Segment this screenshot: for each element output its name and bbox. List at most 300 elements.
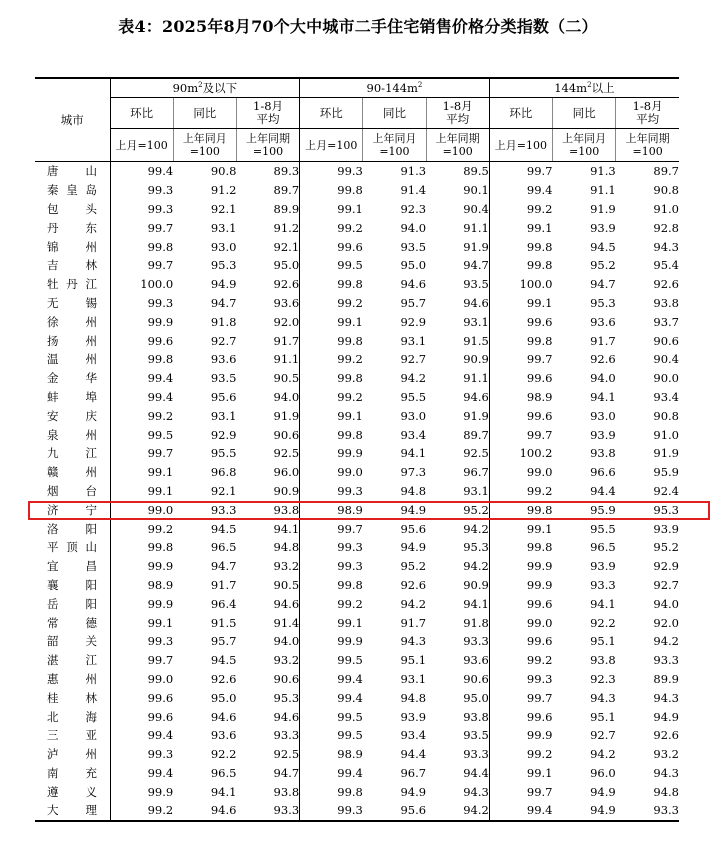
- city-cell: [35, 181, 110, 200]
- value-cell: 99.8: [337, 277, 363, 292]
- value-cell: 99.2: [147, 408, 174, 423]
- value-cell: 89.7: [653, 164, 679, 179]
- value-cell: 99.8: [337, 784, 363, 799]
- table-row: [35, 726, 679, 745]
- city-name: 济 宁: [47, 502, 97, 517]
- city-cell: [35, 444, 110, 463]
- value-cell: 95.5: [210, 446, 237, 461]
- value-cell: 92.9: [653, 559, 679, 574]
- value-cell: 90.8: [210, 164, 237, 179]
- table-row: [35, 425, 679, 444]
- value-cell: 93.9: [653, 521, 679, 536]
- city-name: 吉 林: [47, 258, 97, 273]
- value-cell: 94.3: [653, 765, 679, 780]
- city-cell: [35, 688, 110, 707]
- value-cell: 92.6: [590, 352, 616, 367]
- table-row: [35, 764, 679, 783]
- group-header-small: $90m^2$及以下: [110, 78, 300, 98]
- value-cell: 98.9: [337, 502, 363, 517]
- value-cell: 93.4: [400, 427, 427, 442]
- value-cell: 99.6: [526, 371, 553, 386]
- value-cell: 99.4: [337, 690, 363, 705]
- value-cell: 99.4: [147, 728, 174, 743]
- value-cell: 95.0: [400, 258, 427, 273]
- value-cell: 99.4: [337, 671, 363, 686]
- table-row: [35, 632, 679, 651]
- value-cell: 94.2: [653, 634, 679, 649]
- value-cell: 93.2: [236, 651, 299, 670]
- table-row: [35, 745, 679, 764]
- value-cell: 95.3: [426, 538, 489, 557]
- city-name: 秦 皇 岛: [47, 183, 97, 198]
- value-cell: 92.5: [236, 745, 299, 764]
- value-cell: 99.2: [526, 653, 553, 668]
- table-row: [35, 256, 679, 275]
- value-cell: 99.3: [526, 671, 553, 686]
- value-cell: 93.7: [653, 314, 679, 329]
- table-row: [35, 594, 679, 613]
- value-cell: 96.0: [590, 765, 616, 780]
- value-cell: 94.7: [236, 764, 299, 783]
- value-cell: 99.7: [526, 164, 553, 179]
- value-cell: 99.2: [337, 596, 363, 611]
- value-cell: 92.1: [210, 483, 237, 498]
- value-cell: 99.2: [110, 801, 173, 821]
- value-cell: 91.9: [590, 201, 616, 216]
- value-cell: 94.9: [400, 784, 427, 799]
- value-cell: 91.4: [400, 183, 427, 198]
- value-cell: 99.9: [526, 728, 553, 743]
- value-cell: 99.5: [337, 709, 363, 724]
- value-cell: 90.8: [653, 408, 679, 423]
- table-row: [35, 688, 679, 707]
- value-cell: 99.7: [526, 690, 553, 705]
- value-cell: 95.0: [426, 688, 489, 707]
- table-row: [35, 463, 679, 482]
- city-name: 大 理: [47, 803, 97, 818]
- value-cell: 93.3: [236, 726, 299, 745]
- city-name: 泸 州: [47, 747, 97, 762]
- table-row: [35, 275, 679, 294]
- table-row: [35, 670, 679, 689]
- value-cell: 99.2: [147, 521, 174, 536]
- value-cell: 96.6: [590, 465, 616, 480]
- value-cell: 93.6: [590, 314, 616, 329]
- value-cell: 99.6: [526, 709, 553, 724]
- value-cell: 93.1: [210, 220, 237, 235]
- table-row: [35, 801, 679, 821]
- city-name: 洛 阳: [47, 521, 97, 536]
- value-cell: 93.4: [400, 728, 427, 743]
- city-cell: [35, 651, 110, 670]
- value-cell: 99.8: [337, 371, 363, 386]
- value-cell: 90.8: [653, 183, 679, 198]
- value-cell: 94.2: [400, 371, 427, 386]
- value-cell: 95.5: [590, 521, 616, 536]
- value-cell: 99.9: [337, 446, 363, 461]
- table-row: [35, 237, 679, 256]
- value-cell: 99.6: [526, 634, 553, 649]
- value-cell: 99.0: [147, 502, 174, 517]
- value-cell: 99.6: [147, 690, 174, 705]
- value-cell: 93.6: [236, 294, 299, 313]
- value-cell: 93.4: [653, 389, 679, 404]
- value-cell: 91.1: [590, 183, 616, 198]
- value-cell: 94.0: [590, 371, 616, 386]
- value-cell: 99.1: [147, 483, 174, 498]
- sub-header-hb-2: 环比: [489, 98, 552, 129]
- value-cell: 99.3: [147, 201, 174, 216]
- table-row: [35, 331, 679, 350]
- value-cell: 93.2: [236, 557, 299, 576]
- city-cell: [35, 764, 110, 783]
- value-cell: 92.3: [590, 671, 616, 686]
- value-cell: 99.1: [526, 295, 553, 310]
- value-cell: 91.9: [236, 406, 299, 425]
- value-cell: 99.2: [337, 352, 363, 367]
- value-cell: 92.6: [210, 671, 237, 686]
- value-cell: 93.0: [400, 408, 427, 423]
- value-cell: 94.8: [653, 784, 679, 799]
- value-cell: 94.6: [173, 801, 236, 821]
- base-header-avg-0: 上年同期 =100: [236, 129, 299, 162]
- value-cell: 94.7: [210, 295, 237, 310]
- value-cell: 95.6: [400, 521, 427, 536]
- city-name: 桂 林: [47, 690, 97, 705]
- value-cell: 92.1: [210, 201, 237, 216]
- value-cell: 99.6: [526, 314, 553, 329]
- table-row: [35, 519, 679, 538]
- city-name: 赣 州: [47, 465, 97, 480]
- value-cell: 92.8: [653, 220, 679, 235]
- value-cell: 94.2: [400, 596, 427, 611]
- value-cell: 94.2: [426, 519, 489, 538]
- value-cell: 93.3: [210, 502, 237, 517]
- value-cell: 90.5: [236, 369, 299, 388]
- value-cell: 99.4: [337, 765, 363, 780]
- value-cell: 99.1: [337, 314, 363, 329]
- value-cell: 95.5: [400, 389, 427, 404]
- value-cell: 95.0: [210, 690, 237, 705]
- value-cell: 91.2: [236, 218, 299, 237]
- base-header-hb-2: 上月=100: [489, 129, 552, 162]
- value-cell: 89.9: [653, 671, 679, 686]
- city-cell: [35, 294, 110, 313]
- sub-header-avg-0: 1-8月 平均: [236, 98, 299, 129]
- city-name: 宜 昌: [47, 559, 97, 574]
- value-cell: 99.7: [147, 258, 174, 273]
- value-cell: 99.2: [337, 220, 363, 235]
- value-cell: 99.8: [337, 333, 363, 348]
- value-cell: 94.0: [236, 632, 299, 651]
- value-cell: 99.9: [526, 577, 553, 592]
- city-name: 唐 山: [47, 164, 97, 179]
- value-cell: 92.7: [400, 352, 427, 367]
- value-cell: 93.2: [653, 747, 679, 762]
- table-row: [35, 388, 679, 407]
- city-name: 锦 州: [47, 239, 97, 254]
- value-cell: 94.2: [426, 557, 489, 576]
- value-cell: 99.9: [147, 596, 174, 611]
- value-cell: 99.4: [147, 765, 174, 780]
- value-cell: 96.5: [210, 765, 237, 780]
- value-cell: 94.2: [590, 747, 616, 762]
- value-cell: 99.7: [526, 427, 553, 442]
- value-cell: 92.7: [210, 333, 237, 348]
- value-cell: 99.3: [337, 483, 363, 498]
- value-cell: 95.2: [590, 258, 616, 273]
- city-column-header: 城市: [35, 78, 110, 162]
- value-cell: 93.6: [426, 651, 489, 670]
- value-cell: 99.4: [147, 389, 174, 404]
- value-cell: 94.1: [210, 784, 237, 799]
- value-cell: 92.0: [236, 312, 299, 331]
- value-cell: 91.7: [210, 577, 237, 592]
- value-cell: 94.5: [210, 521, 237, 536]
- city-cell: [35, 782, 110, 801]
- table-row: [35, 369, 679, 388]
- value-cell: 93.3: [236, 801, 299, 821]
- value-cell: 94.3: [400, 634, 427, 649]
- group-header-medium: $90-144m^2$: [300, 78, 490, 98]
- value-cell: 91.8: [426, 613, 489, 632]
- base-header-hb-0: 上月=100: [110, 129, 173, 162]
- value-cell: 95.2: [426, 500, 489, 519]
- city-name: 温 州: [47, 352, 97, 367]
- value-cell: 89.7: [426, 425, 489, 444]
- value-cell: 99.4: [147, 164, 174, 179]
- value-cell: 92.5: [236, 444, 299, 463]
- city-cell: [35, 707, 110, 726]
- value-cell: 95.7: [210, 634, 237, 649]
- table-row: [35, 444, 679, 463]
- base-header-tb-2: 上年同月 =100: [553, 129, 616, 162]
- table-row: [35, 557, 679, 576]
- value-cell: 92.4: [653, 483, 679, 498]
- value-cell: 99.9: [147, 784, 174, 799]
- value-cell: 94.9: [400, 502, 427, 517]
- table-row: [35, 181, 679, 200]
- value-cell: 94.6: [236, 594, 299, 613]
- city-cell: [35, 331, 110, 350]
- value-cell: 99.1: [147, 465, 174, 480]
- value-cell: 94.6: [426, 388, 489, 407]
- value-cell: 99.7: [337, 521, 363, 536]
- city-cell: [35, 237, 110, 256]
- value-cell: 99.1: [526, 521, 553, 536]
- value-cell: 90.1: [426, 181, 489, 200]
- value-cell: 93.0: [210, 239, 237, 254]
- value-cell: 91.0: [653, 201, 679, 216]
- city-cell: [35, 200, 110, 219]
- value-cell: 99.0: [526, 615, 553, 630]
- value-cell: 93.5: [426, 275, 489, 294]
- value-cell: 94.5: [210, 653, 237, 668]
- city-name: 丹 东: [47, 220, 97, 235]
- value-cell: 94.6: [210, 709, 237, 724]
- table-row: [35, 406, 679, 425]
- city-name: 南 充: [47, 765, 97, 780]
- base-header-hb-1: 上月=100: [300, 129, 363, 162]
- value-cell: 93.6: [210, 352, 237, 367]
- value-cell: 96.4: [210, 596, 237, 611]
- table-row: [35, 294, 679, 313]
- city-name: 九 江: [47, 446, 97, 461]
- value-cell: 91.7: [400, 615, 427, 630]
- value-cell: 94.4: [590, 483, 616, 498]
- value-cell: 95.7: [400, 295, 427, 310]
- value-cell: 94.0: [653, 596, 679, 611]
- value-cell: 91.4: [236, 613, 299, 632]
- value-cell: 92.6: [653, 728, 679, 743]
- value-cell: 94.1: [400, 446, 427, 461]
- value-cell: 99.2: [337, 295, 363, 310]
- table-row: [35, 782, 679, 801]
- value-cell: 93.1: [210, 408, 237, 423]
- value-cell: 100.0: [519, 277, 553, 292]
- value-cell: 99.8: [526, 239, 553, 254]
- table-row: [35, 482, 679, 501]
- value-cell: 93.8: [590, 446, 616, 461]
- value-cell: 92.7: [653, 577, 679, 592]
- value-cell: 91.7: [590, 333, 616, 348]
- value-cell: 99.9: [147, 559, 174, 574]
- value-cell: 90.6: [236, 425, 299, 444]
- value-cell: 99.1: [337, 408, 363, 423]
- value-cell: 94.1: [236, 519, 299, 538]
- value-cell: 99.1: [337, 201, 363, 216]
- value-cell: 92.9: [400, 314, 427, 329]
- city-name: 牡 丹 江: [47, 277, 97, 292]
- value-cell: 93.9: [590, 559, 616, 574]
- city-name: 安 庆: [47, 408, 97, 423]
- value-cell: 99.8: [147, 352, 174, 367]
- value-cell: 99.9: [147, 314, 174, 329]
- value-cell: 95.9: [653, 465, 679, 480]
- value-cell: 93.1: [400, 671, 427, 686]
- value-cell: 99.5: [337, 258, 363, 273]
- value-cell: 94.3: [653, 239, 679, 254]
- value-cell: 92.6: [653, 277, 679, 292]
- value-cell: 96.5: [590, 540, 616, 555]
- value-cell: 94.3: [590, 690, 616, 705]
- value-cell: 93.8: [653, 295, 679, 310]
- city-name: 惠 州: [47, 671, 97, 686]
- city-name: 韶 关: [47, 634, 97, 649]
- value-cell: 94.4: [426, 764, 489, 783]
- value-cell: 91.0: [653, 427, 679, 442]
- city-name: 金 华: [47, 371, 97, 386]
- city-name: 遵 义: [47, 784, 97, 799]
- value-cell: 99.2: [526, 483, 553, 498]
- city-name: 扬 州: [47, 333, 97, 348]
- sub-header-tb-2: 同比: [553, 98, 616, 129]
- value-cell: 94.9: [553, 801, 616, 821]
- value-cell: 99.3: [337, 540, 363, 555]
- value-cell: 94.7: [210, 559, 237, 574]
- city-name: 泉 州: [47, 427, 97, 442]
- city-cell: [35, 557, 110, 576]
- value-cell: 95.1: [400, 653, 427, 668]
- value-cell: 99.7: [147, 446, 174, 461]
- city-cell: [35, 594, 110, 613]
- city-cell: [35, 726, 110, 745]
- value-cell: 98.9: [147, 577, 174, 592]
- city-cell: [35, 162, 110, 181]
- value-cell: 93.8: [426, 707, 489, 726]
- city-cell: [35, 312, 110, 331]
- value-cell: 94.6: [426, 294, 489, 313]
- city-name: 襄 阳: [47, 577, 97, 592]
- value-cell: 90.6: [653, 333, 679, 348]
- value-cell: 94.8: [236, 538, 299, 557]
- value-cell: 93.1: [426, 312, 489, 331]
- value-cell: 99.5: [147, 427, 174, 442]
- value-cell: 99.3: [300, 801, 363, 821]
- value-cell: 93.3: [653, 653, 679, 668]
- value-cell: 99.6: [526, 408, 553, 423]
- value-cell: 93.0: [590, 408, 616, 423]
- value-cell: 91.2: [210, 183, 237, 198]
- value-cell: 99.0: [526, 465, 553, 480]
- city-name: 包 头: [47, 201, 97, 216]
- value-cell: 92.2: [590, 615, 616, 630]
- value-cell: 89.9: [236, 200, 299, 219]
- value-cell: 99.1: [147, 615, 174, 630]
- sub-header-hb-0: 环比: [110, 98, 173, 129]
- value-cell: 99.1: [526, 765, 553, 780]
- value-cell: 99.7: [526, 352, 553, 367]
- city-name: 烟 台: [47, 483, 97, 498]
- value-cell: 91.3: [400, 164, 427, 179]
- table-row: [35, 200, 679, 219]
- value-cell: 98.9: [526, 389, 553, 404]
- city-name: 蚌 埠: [47, 389, 97, 404]
- value-cell: 90.0: [653, 371, 679, 386]
- value-cell: 93.6: [210, 728, 237, 743]
- value-cell: 92.3: [400, 201, 427, 216]
- value-cell: 93.8: [236, 500, 299, 519]
- value-cell: 99.8: [147, 540, 174, 555]
- value-cell: 90.9: [426, 350, 489, 369]
- value-cell: 93.3: [426, 632, 489, 651]
- value-cell: 94.6: [400, 277, 427, 292]
- value-cell: 94.7: [590, 277, 616, 292]
- table-row: [35, 613, 679, 632]
- value-cell: 94.1: [590, 389, 616, 404]
- value-cell: 91.7: [236, 331, 299, 350]
- value-cell: 90.9: [426, 576, 489, 595]
- value-cell: 99.8: [337, 427, 363, 442]
- city-cell: [35, 482, 110, 501]
- value-cell: 92.6: [400, 577, 427, 592]
- city-cell: [35, 256, 110, 275]
- value-cell: 99.8: [526, 333, 553, 348]
- group-header-large: $144m^2$以上: [489, 78, 679, 98]
- table-row: [35, 576, 679, 595]
- base-header-avg-1: 上年同期 =100: [426, 129, 489, 162]
- city-name: 平 顶 山: [47, 540, 97, 555]
- value-cell: 95.2: [400, 559, 427, 574]
- value-cell: 99.4: [489, 801, 552, 821]
- value-cell: 99.3: [147, 295, 174, 310]
- value-cell: 93.9: [590, 220, 616, 235]
- value-cell: 99.1: [526, 220, 553, 235]
- value-cell: 92.2: [210, 747, 237, 762]
- value-cell: 99.8: [147, 239, 174, 254]
- value-cell: 93.3: [590, 577, 616, 592]
- table-row: [35, 538, 679, 557]
